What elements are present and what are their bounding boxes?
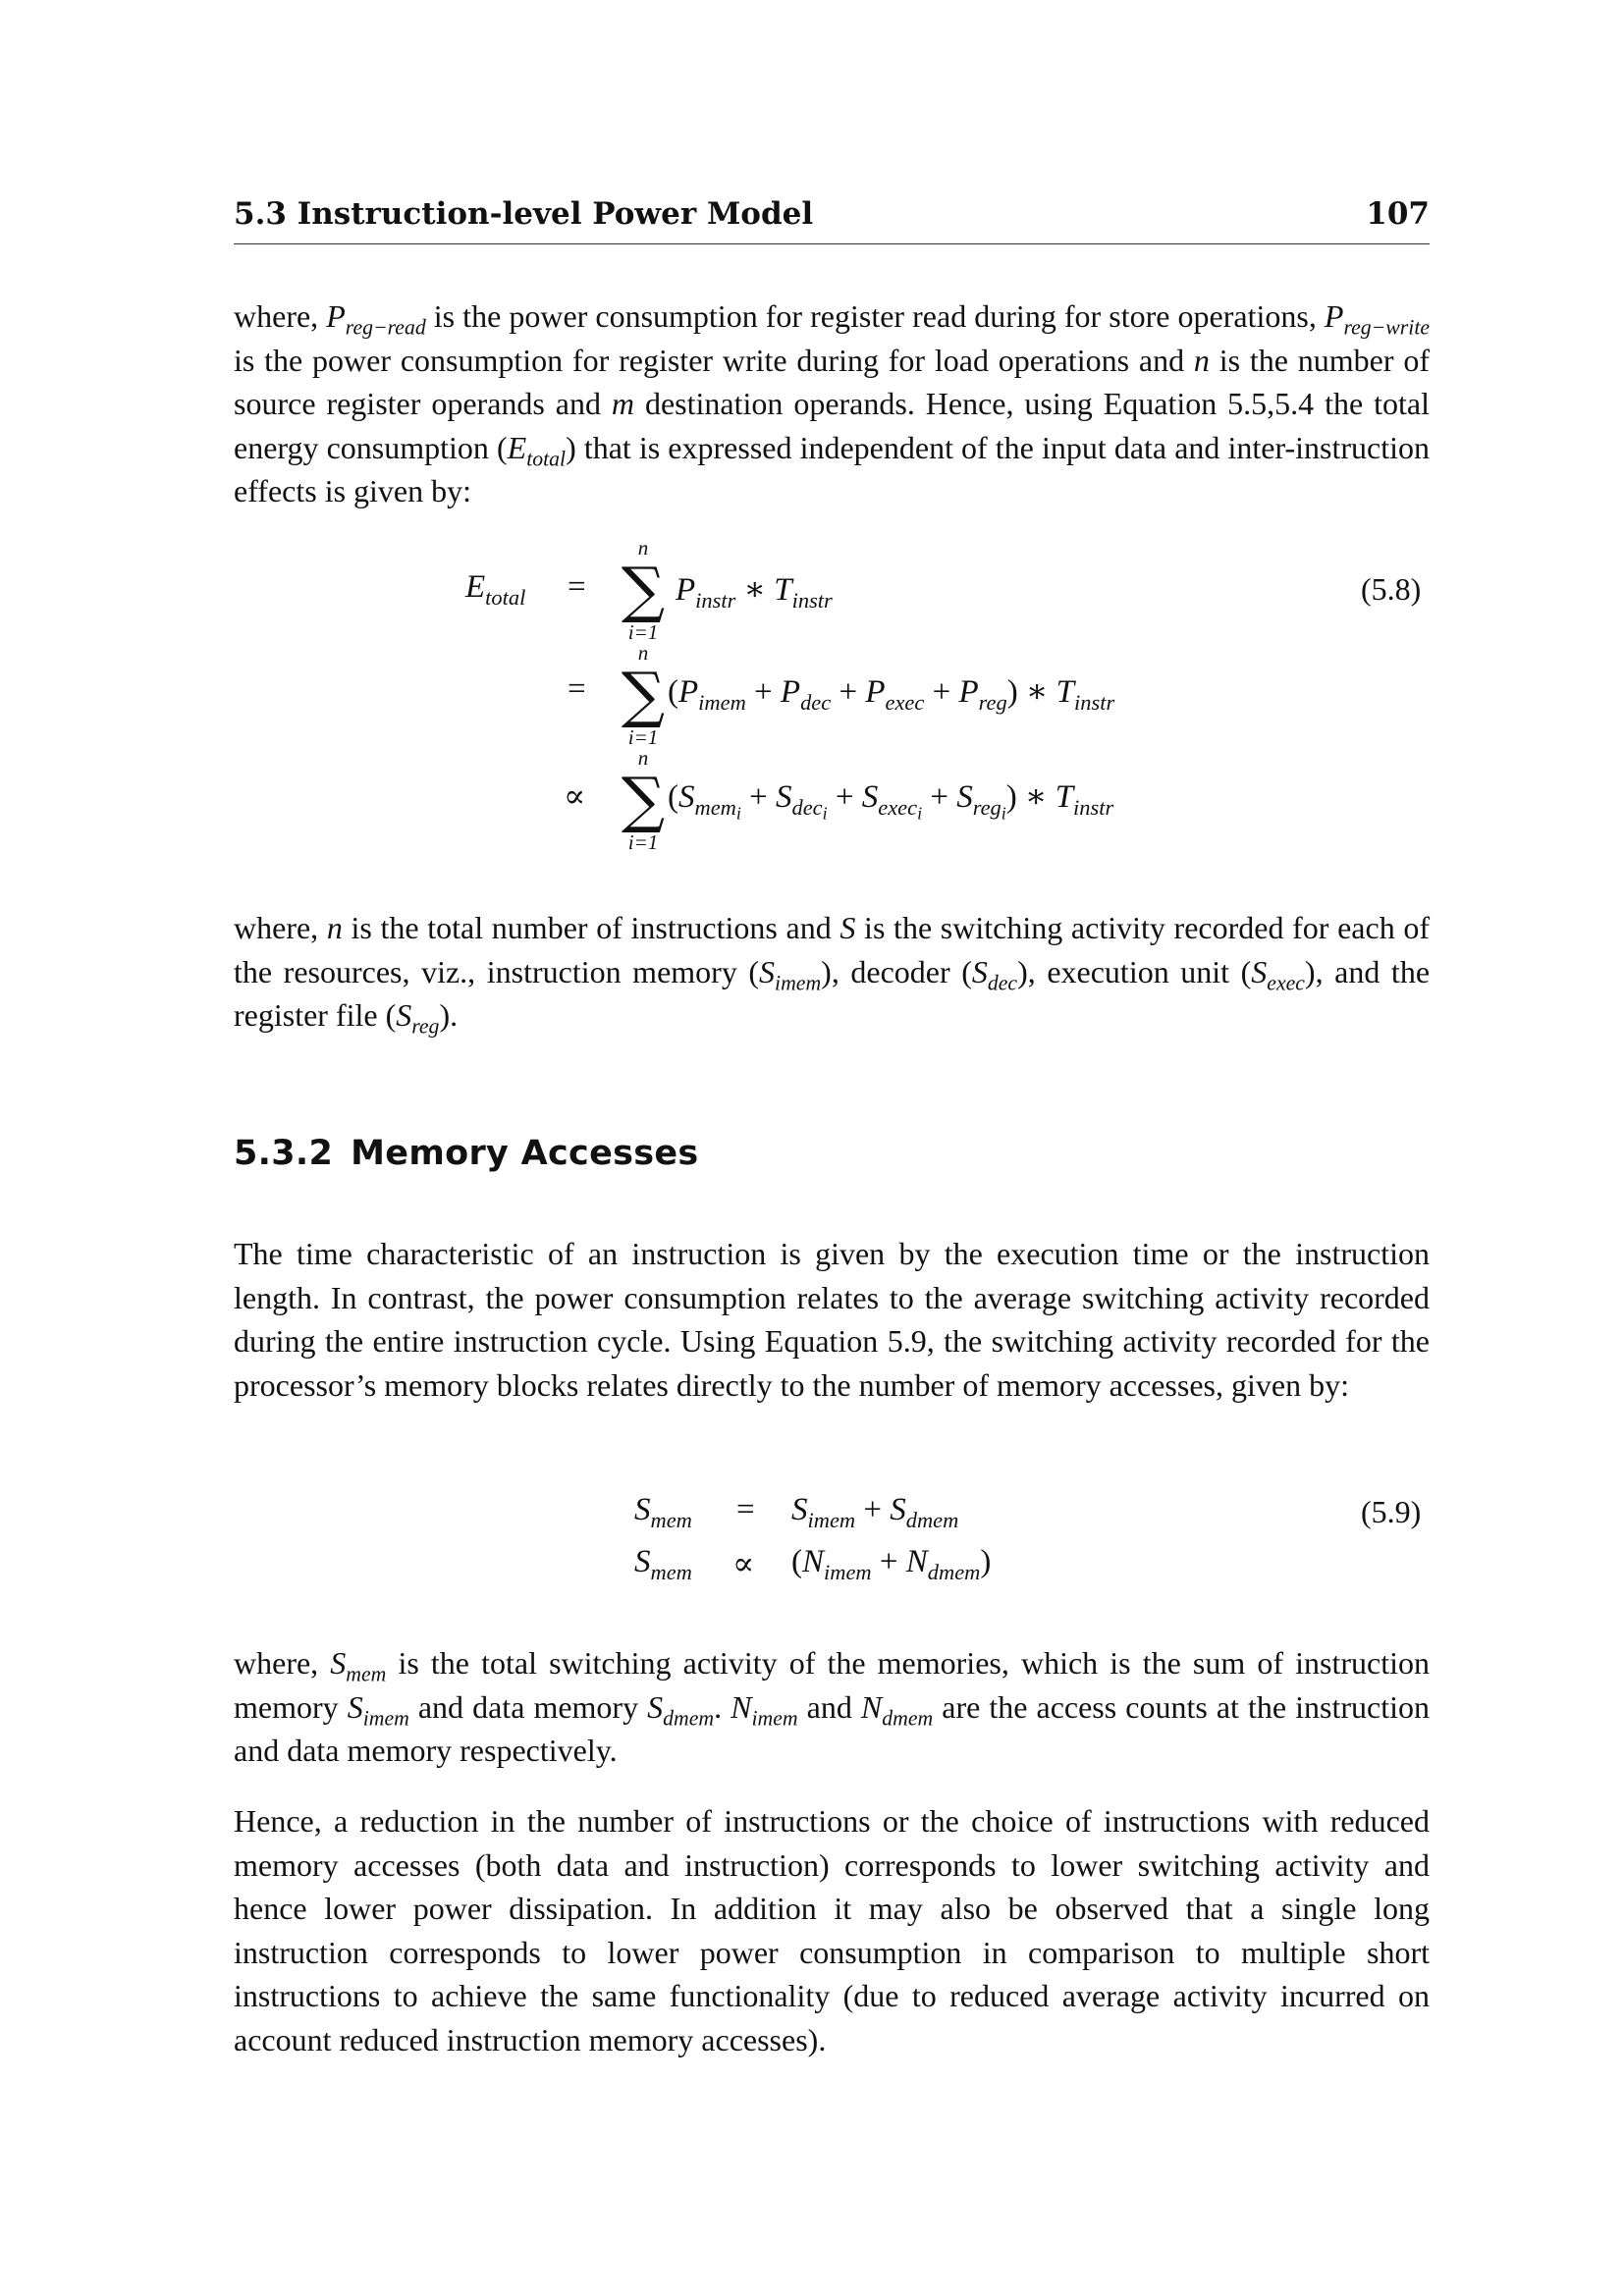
running-head-section: 5.3 Instruction-level Power Model xyxy=(234,196,814,232)
paragraph-reduction-conclusion: Hence, a reduction in the number of instructions or the choice of instructions with reduced memory accesses (both data and instruction) corresponds to lower switching activity and hence lower power dissipation. In addition it may also be observed that a single long instruction corresponds to lower power consumption in comparison to multiple short instructions to achieve the same functionality (due to reduced average activity incurred on account reduced instruction memory accesses). xyxy=(234,1803,1430,2057)
eq58-line3-rhs: $(S_{mem_i} + S_{dec_i} + S_{exec_i} + S_{reg_i})$ ∗ $T_{instr}$ xyxy=(668,779,1114,824)
eq59-line1-rhs: $S_{imem} + S_{dmem}$ xyxy=(791,1492,959,1532)
paragraph-register-power: where, $P_{reg-read}$ is the power consumption for register read during for store operations, $P_{reg-write}$ is the power consumption for register write during for load operations and n is the number of source register operands and m destination operands. Hence, using Equation 5.5,5.4 the total energy consumption $(E_{total})$ that is expressed independent of the input data and inter-instruction effects is given by: xyxy=(234,298,1431,508)
paragraph-time-characteristic: The time characteristic of an instruction is given by the execution time or the instruction length. In contrast, the power consumption relates to the average switching activity recorded during the entire instruction cycle. Using Equation 5.9, the switching activity recorded for the processor’s memory blocks relates directly to the number of memory accesses, given by: xyxy=(234,1236,1430,1403)
section-heading xyxy=(234,1134,699,1173)
eq58-line2-rhs: $(P_{imem} + P_{dec} + P_{exec} + P_{reg})$ ∗ $T_{instr}$ xyxy=(668,674,1115,715)
page-number: 107 xyxy=(1366,196,1430,232)
eq59-line2-rhs: $(N_{imem} + N_{dmem})$ xyxy=(791,1544,992,1584)
math-e-total: $E_{total}$ xyxy=(507,429,567,471)
eq58-relation-2: = xyxy=(568,671,586,707)
math-m: m xyxy=(611,386,635,421)
equation-number-5-9: (5.9) xyxy=(1361,1494,1422,1529)
section-title: Memory Accesses xyxy=(351,1134,699,1173)
summation-1: n ∑ i=1 xyxy=(621,536,666,644)
eq58-line1-rhs: $P_{instr}$ ∗ $T_{instr}$ xyxy=(676,572,833,613)
eq58-relation-1: = xyxy=(568,569,586,605)
math-p-reg-read: $P_{reg-read}$ xyxy=(326,298,426,340)
paragraph-memory-switching: where, $S_{mem}$ is the total switching activity of the memories, which is the sum of instruction memory $S_{imem}$ and data memory $S_{dmem}$. $N_{imem}$ and $N_{dmem}$ are the access counts at the instruction and data memory respectively. xyxy=(234,1645,1431,1768)
paragraph-switching-activity: where, n is the total number of instructions and S is the switching activity recorded for each of the resources, viz., instruction memory $(S_{imem})$, decoder $(S_{dec})$, execution unit $(S_{exec})$, and the register file $(S_{reg})$. xyxy=(234,910,1431,1039)
math-p-reg-write: $P_{reg-write}$ xyxy=(1324,298,1431,340)
section-number: 5.3.2 xyxy=(234,1134,334,1173)
math-n: n xyxy=(1193,342,1210,378)
eq59-line1-lhs: $S_{mem}$ xyxy=(634,1492,692,1532)
eq58-relation-3: ∝ xyxy=(564,779,586,815)
eq59-line2-lhs: $S_{mem}$ xyxy=(634,1544,692,1584)
eq59-relation-2: ∝ xyxy=(732,1547,755,1582)
eq58-lhs: $E_{total}$ xyxy=(465,569,526,610)
running-head xyxy=(234,196,1430,244)
summation-2: n ∑ i=1 xyxy=(621,641,666,749)
summation-3: n ∑ i=1 xyxy=(621,746,666,854)
eq59-relation-1: = xyxy=(736,1492,755,1527)
equation-number-5-8: (5.8) xyxy=(1361,571,1422,607)
